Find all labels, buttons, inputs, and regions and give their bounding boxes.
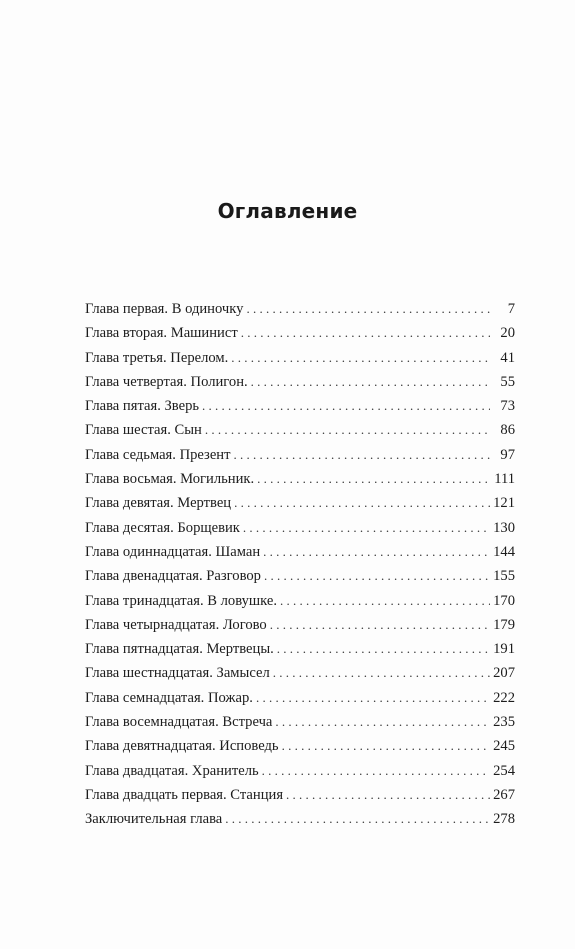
toc-entry-page: 235 xyxy=(493,714,515,731)
toc-entry-title: Заключительная глава xyxy=(85,811,223,828)
toc-entry xyxy=(85,763,515,787)
toc-entry xyxy=(85,520,515,544)
toc-entry-page: 7 xyxy=(507,301,515,317)
toc-entry xyxy=(85,714,515,738)
dot-leader xyxy=(243,520,490,536)
dot-leader xyxy=(264,568,490,584)
toc-entry-title: Глава семнадцатая. Пожар. xyxy=(85,689,253,706)
toc-entry-page: 41 xyxy=(500,349,515,366)
toc-entry-page: 144 xyxy=(493,543,515,560)
dot-leader xyxy=(273,665,490,681)
toc-entry xyxy=(85,544,515,568)
toc-entry xyxy=(85,422,515,446)
dot-leader xyxy=(251,374,490,390)
toc-entry-title: Глава седьмая. Презент xyxy=(85,446,231,463)
dot-leader xyxy=(262,763,490,779)
dot-leader xyxy=(257,471,490,487)
toc-entry-title: Глава третья. Перелом. xyxy=(85,349,229,366)
toc-entry-title: Глава пятнадцатая. Мертвецы. xyxy=(85,641,274,658)
toc-entry xyxy=(85,350,515,374)
toc-entry-page: 20 xyxy=(500,325,515,342)
toc-entry-page: 170 xyxy=(493,592,515,609)
toc-entry-title: Глава четвертая. Полигон. xyxy=(85,373,248,390)
toc-entry xyxy=(85,811,515,835)
dot-leader xyxy=(205,422,490,438)
toc-entry-page: 179 xyxy=(493,616,515,633)
toc-entry-title: Глава пятая. Зверь xyxy=(85,398,200,415)
toc-entry-page: 191 xyxy=(493,641,515,658)
dot-leader xyxy=(202,398,490,414)
toc-entry-title: Глава двадцатая. Хранитель xyxy=(85,762,259,779)
toc-entry-page: 55 xyxy=(500,373,515,390)
toc-entry xyxy=(85,495,515,519)
toc-entry xyxy=(85,665,515,689)
toc-entry xyxy=(85,301,515,325)
toc-entry-title: Глава первая. В одиночку xyxy=(85,301,244,317)
dot-leader xyxy=(282,738,490,754)
toc-entry-title: Глава шестая. Сын xyxy=(85,422,202,439)
toc-entry-page: 97 xyxy=(500,446,515,463)
toc-entry-page: 155 xyxy=(493,568,515,585)
toc-entry-page: 254 xyxy=(493,762,515,779)
dot-leader xyxy=(246,301,490,317)
dot-leader xyxy=(241,325,490,341)
dot-leader xyxy=(286,787,490,803)
page-title: Оглавление xyxy=(217,199,358,223)
toc-entry-title: Глава четырнадцатая. Логово xyxy=(85,616,267,633)
toc-entry-page: 267 xyxy=(493,786,515,803)
toc-entry-page: 245 xyxy=(493,738,515,755)
toc-entry xyxy=(85,398,515,422)
toc-entry-title: Глава девятая. Мертвец xyxy=(85,495,232,512)
toc-entry-title: Глава двадцать первая. Станция xyxy=(85,786,284,803)
toc-entry-title: Глава вторая. Машинист xyxy=(85,325,238,342)
toc-entry xyxy=(85,641,515,665)
toc-entry-title: Глава десятая. Борщевик xyxy=(85,519,240,536)
toc-entry xyxy=(85,738,515,762)
toc-entry xyxy=(85,447,515,471)
dot-leader xyxy=(234,447,491,463)
toc-entry-page: 222 xyxy=(493,689,515,706)
toc-entry-page: 130 xyxy=(493,519,515,536)
dot-leader xyxy=(275,714,490,730)
toc-entry-page: 73 xyxy=(500,398,515,415)
dot-leader xyxy=(277,641,490,657)
table-of-contents xyxy=(85,301,515,836)
toc-entry-title: Глава тринадцатая. В ловушке. xyxy=(85,592,277,609)
toc-entry xyxy=(85,568,515,592)
dot-leader xyxy=(263,544,490,560)
toc-entry-page: 207 xyxy=(493,665,515,682)
toc-entry xyxy=(85,593,515,617)
toc-entry-title: Глава двенадцатая. Разговор xyxy=(85,568,261,585)
dot-leader xyxy=(270,617,490,633)
toc-entry-title: Глава восемнадцатая. Встреча xyxy=(85,714,273,731)
toc-entry-title: Глава девятнадцатая. Исповедь xyxy=(85,738,279,755)
toc-entry-page: 86 xyxy=(500,422,515,439)
toc-entry-page: 278 xyxy=(493,811,515,828)
dot-leader xyxy=(231,350,490,366)
toc-entry-title: Глава восьмая. Могильник. xyxy=(85,471,255,488)
dot-leader xyxy=(256,690,490,706)
toc-entry-title: Глава одиннадцатая. Шаман xyxy=(85,543,261,560)
toc-entry xyxy=(85,374,515,398)
dot-leader xyxy=(280,593,490,609)
toc-entry xyxy=(85,617,515,641)
toc-entry-page: 111 xyxy=(494,471,515,488)
dot-leader xyxy=(234,495,490,511)
toc-entry xyxy=(85,690,515,714)
toc-entry xyxy=(85,787,515,811)
toc-entry-title: Глава шестнадцатая. Замысел xyxy=(85,665,270,682)
dot-leader xyxy=(225,811,490,827)
toc-entry-page: 121 xyxy=(493,495,515,512)
toc-entry xyxy=(85,471,515,495)
toc-entry xyxy=(85,325,515,349)
